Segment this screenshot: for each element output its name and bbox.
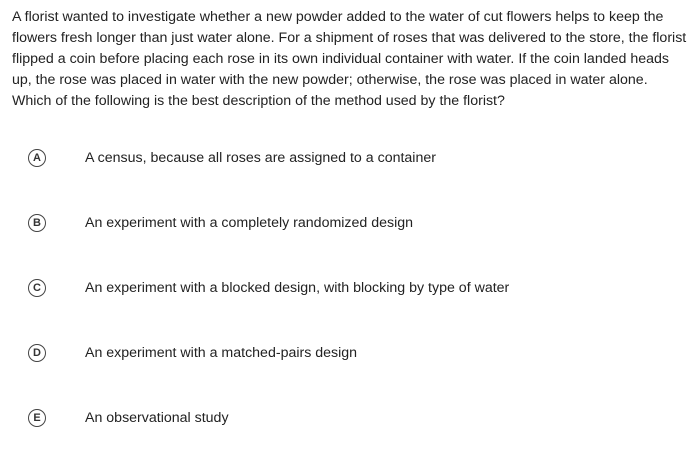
option-d[interactable]	[28, 340, 668, 366]
option-a-text: A census, because all roses are assigned to a container	[85, 150, 436, 166]
option-b-text: An experiment with a completely randomized design	[85, 215, 414, 231]
option-d-letter-badge: D	[28, 344, 46, 362]
option-e-letter-badge: E	[28, 409, 46, 427]
option-b[interactable]	[28, 210, 668, 236]
option-a[interactable]	[28, 145, 668, 171]
question-text: A florist wanted to investigate whether a new powder added to the water of cut flowers helps to keep the flowers fresh longer than just water alone. For a shipment of roses that was delivered to the store, the florist flipped a coin before placing each rose in its own individual container with water. If the coin landed heads up, the rose was placed in water with the new powder; otherwise, the rose was placed in water alone. Which of the following is the best description of the method used by the florist?	[12, 9, 687, 109]
option-c-letter-badge: C	[28, 279, 46, 297]
option-b-letter-badge: B	[28, 214, 46, 232]
option-d-text: An experiment with a matched-pairs design	[85, 345, 358, 361]
option-c[interactable]	[28, 275, 668, 301]
option-a-letter-badge: A	[28, 149, 46, 167]
option-c-text: An experiment with a blocked design, with blocking by type of water	[85, 280, 510, 296]
option-e-text: An observational study	[85, 410, 229, 426]
option-e[interactable]	[28, 405, 668, 431]
